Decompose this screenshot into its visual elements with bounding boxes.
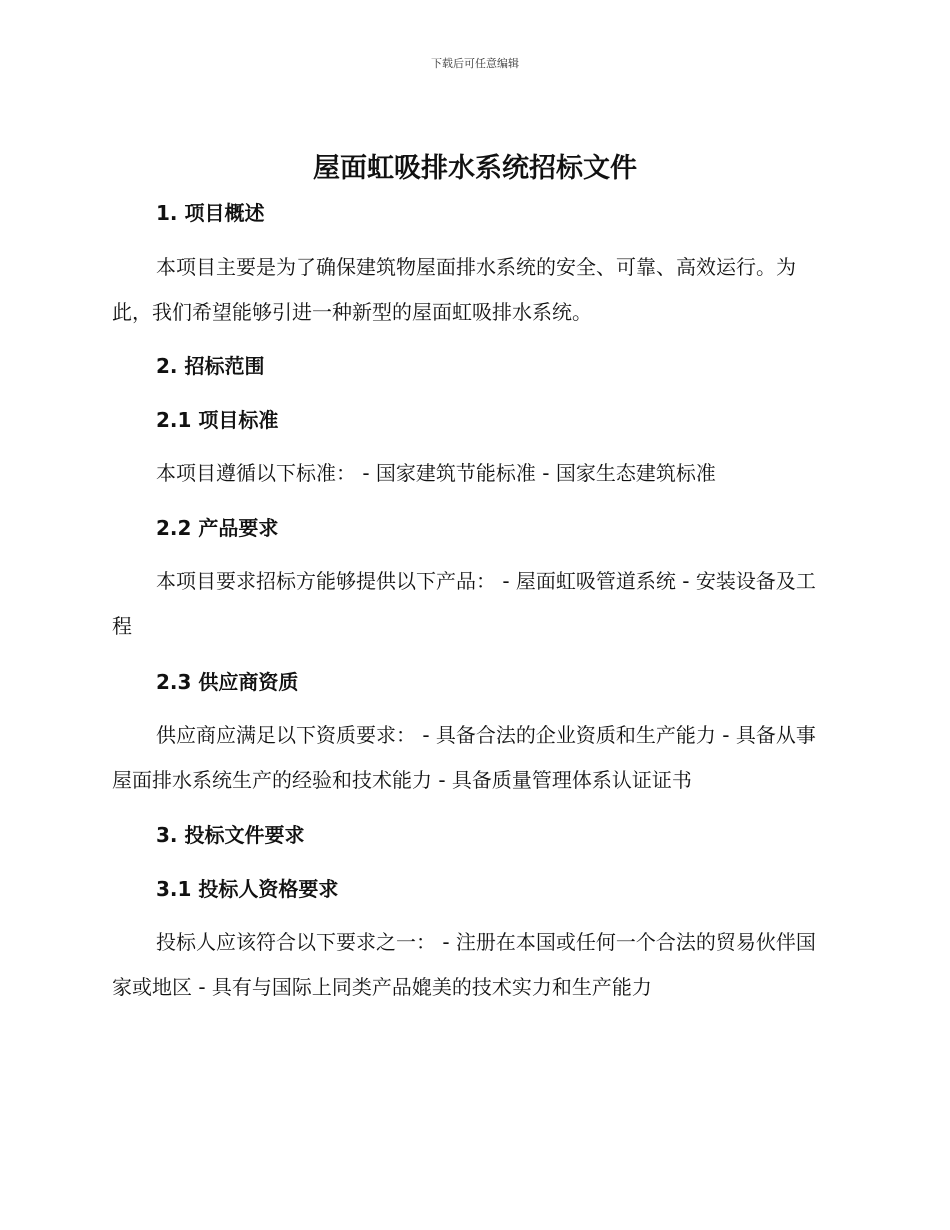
section-heading-product-requirements: 2.2 产品要求 xyxy=(156,516,279,540)
section-heading-bid-document-requirements: 3. 投标文件要求 xyxy=(156,823,305,847)
section-body-project-standards: 本项目遵循以下标准： - 国家建筑节能标准 - 国家生态建筑标准 xyxy=(156,461,716,485)
section-heading-bidder-qualifications: 3.1 投标人资格要求 xyxy=(156,877,339,901)
header-note: 下载后可任意编辑 xyxy=(431,57,519,70)
document-title: 屋面虹吸排水系统招标文件 xyxy=(313,153,637,184)
section-body-bidder-qualifications: 投标人应该符合以下要求之一： - 注册在本国或任何一个合法的贸易伙伴国家或地区 - 具有与国际上同类产品媲美的技术实力和生产能力 xyxy=(112,930,816,999)
section-heading-project-standards: 2.1 项目标准 xyxy=(156,408,279,432)
section-heading-project-overview: 1. 项目概述 xyxy=(156,201,265,225)
section-heading-tender-scope: 2. 招标范围 xyxy=(156,354,265,378)
section-heading-supplier-qualifications: 2.3 供应商资质 xyxy=(156,670,299,694)
section-body-project-overview: 本项目主要是为了确保建筑物屋面排水系统的安全、可靠、高效运行。为此，我们希望能够引进一种新型的屋面虹吸排水系统。 xyxy=(112,255,796,324)
section-body-supplier-qualifications: 供应商应满足以下资质要求： - 具备合法的企业资质和生产能力 - 具备从事屋面排水系统生产的经验和技术能力 - 具备质量管理体系认证证书 xyxy=(112,723,816,792)
section-body-product-requirements: 本项目要求招标方能够提供以下产品： - 屋面虹吸管道系统 - 安装设备及工程 xyxy=(112,569,816,638)
